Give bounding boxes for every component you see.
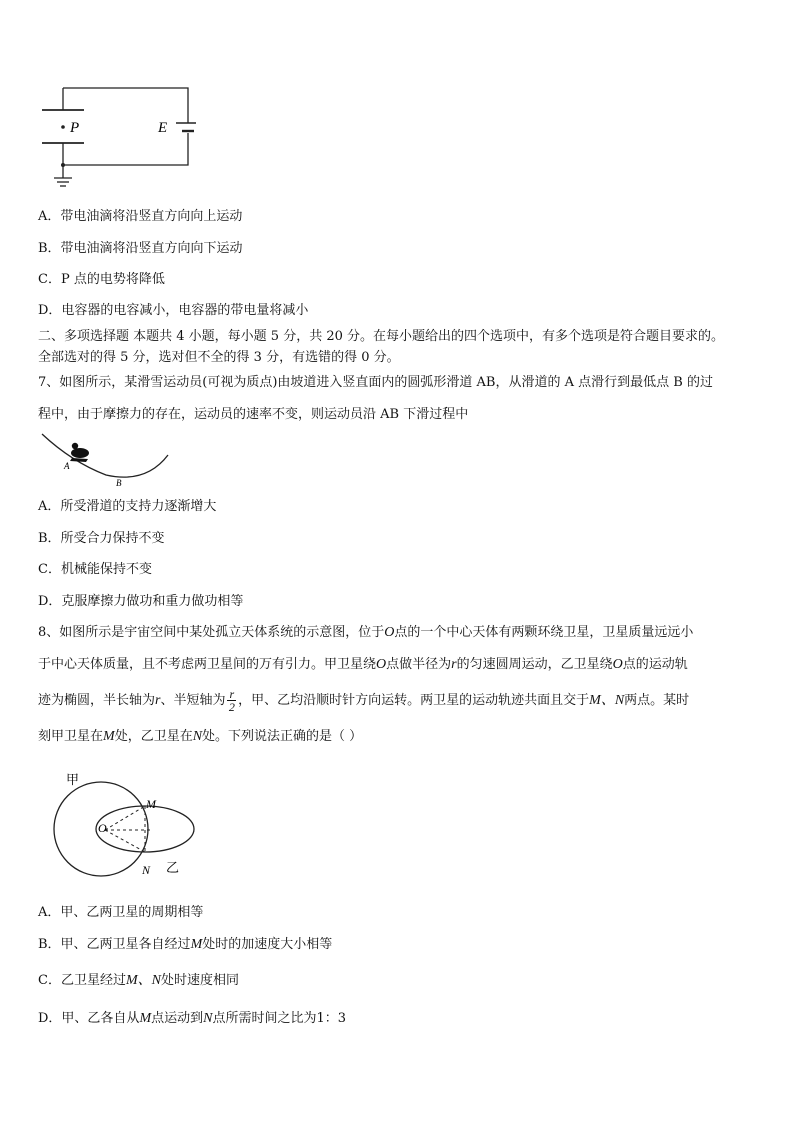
- q6-option-a: A．带电油滴将沿竖直方向向上运动: [38, 209, 243, 224]
- skier-icon: [70, 443, 89, 462]
- q7-option-c: C．机械能保持不变: [38, 562, 152, 577]
- label-yi: 乙: [166, 861, 180, 876]
- arc-track: [42, 434, 168, 477]
- q8-stem-line3: 迹为椭圆，半长轴为r、半短轴为 $\frac{r}{2}$ ，甲、乙均沿顺时针方向运转。两卫星的运动轨迹共面且交于M、N两点。某时: [38, 687, 690, 714]
- section2-heading-line1: 二、多项选择题 本题共 4 小题，每小题 5 分，共 20 分。在每小题给出的四个选项中，有多个选项是符合题目要求的。: [38, 329, 725, 344]
- q8-stem-line4: 刻甲卫星在M处，乙卫星在N处。下列说法正确的是（ ）: [38, 729, 363, 744]
- point-a-label: A: [64, 461, 70, 471]
- q7-stem-line2: 程中，由于摩擦力的存在，运动员的速率不变，则运动员沿 AB 下滑过程中: [38, 407, 469, 422]
- q8-stem-line2: 于中心天体质量，且不考虑两卫星间的万有引力。甲卫星绕O点做半径为r的匀速圆周运动，乙卫星绕O点的运动轨: [38, 657, 688, 672]
- label-n: N: [142, 863, 151, 877]
- q7-option-a: A．所受滑道的支持力逐渐增大: [38, 499, 217, 514]
- q8-option-c: C．乙卫星经过M、N处时速度相同: [38, 973, 239, 988]
- ski-track-diagram: [36, 428, 176, 488]
- q8-stem-line1: 8、如图所示是宇宙空间中某处孤立天体系统的示意图，位于O点的一个中心天体有两颗环绕卫星，卫星质量远远小: [38, 625, 694, 640]
- q6-option-b: B．带电油滴将沿竖直方向向下运动: [38, 241, 243, 256]
- point-p-label: P: [70, 120, 80, 136]
- label-o: O: [98, 821, 107, 835]
- battery-e-label: E: [158, 120, 168, 136]
- section2-heading-line2: 全部选对的得 5 分，选对但不全的得 3 分，有选错的得 0 分。: [38, 350, 400, 365]
- q6-option-d: D．电容器的电容减小，电容器的带电量将减小: [38, 303, 309, 318]
- orbit-diagram: [50, 768, 210, 880]
- r-over-2-fraction: $\frac{r}{2}$: [228, 687, 235, 714]
- q7-stem-line1: 7、如图所示，某滑雪运动员(可视为质点)由坡道进入竖直面内的圆弧形滑道 AB，从滑道的 A 点滑行到最低点 B 的过: [38, 375, 713, 390]
- circuit-diagram: [36, 80, 196, 192]
- label-m: M: [146, 797, 156, 811]
- point-b-label: B: [116, 478, 122, 488]
- q6-option-c: C．P 点的电势将降低: [38, 272, 165, 287]
- circuit-wire-bottom: [63, 133, 188, 165]
- circuit-wire-top: [63, 88, 188, 123]
- q8-option-b: B．甲、乙两卫星各自经过M处时的加速度大小相等: [38, 937, 333, 952]
- oil-drop-point: [61, 125, 65, 129]
- q7-option-d: D．克服摩擦力做功和重力做功相等: [38, 594, 244, 609]
- q8-option-a: A．甲、乙两卫星的周期相等: [38, 905, 204, 920]
- q8-option-d: D．甲、乙各自从M点运动到N点所需时间之比为1：3: [38, 1011, 347, 1026]
- q7-option-b: B．所受合力保持不变: [38, 531, 165, 546]
- label-jia: 甲: [66, 773, 80, 788]
